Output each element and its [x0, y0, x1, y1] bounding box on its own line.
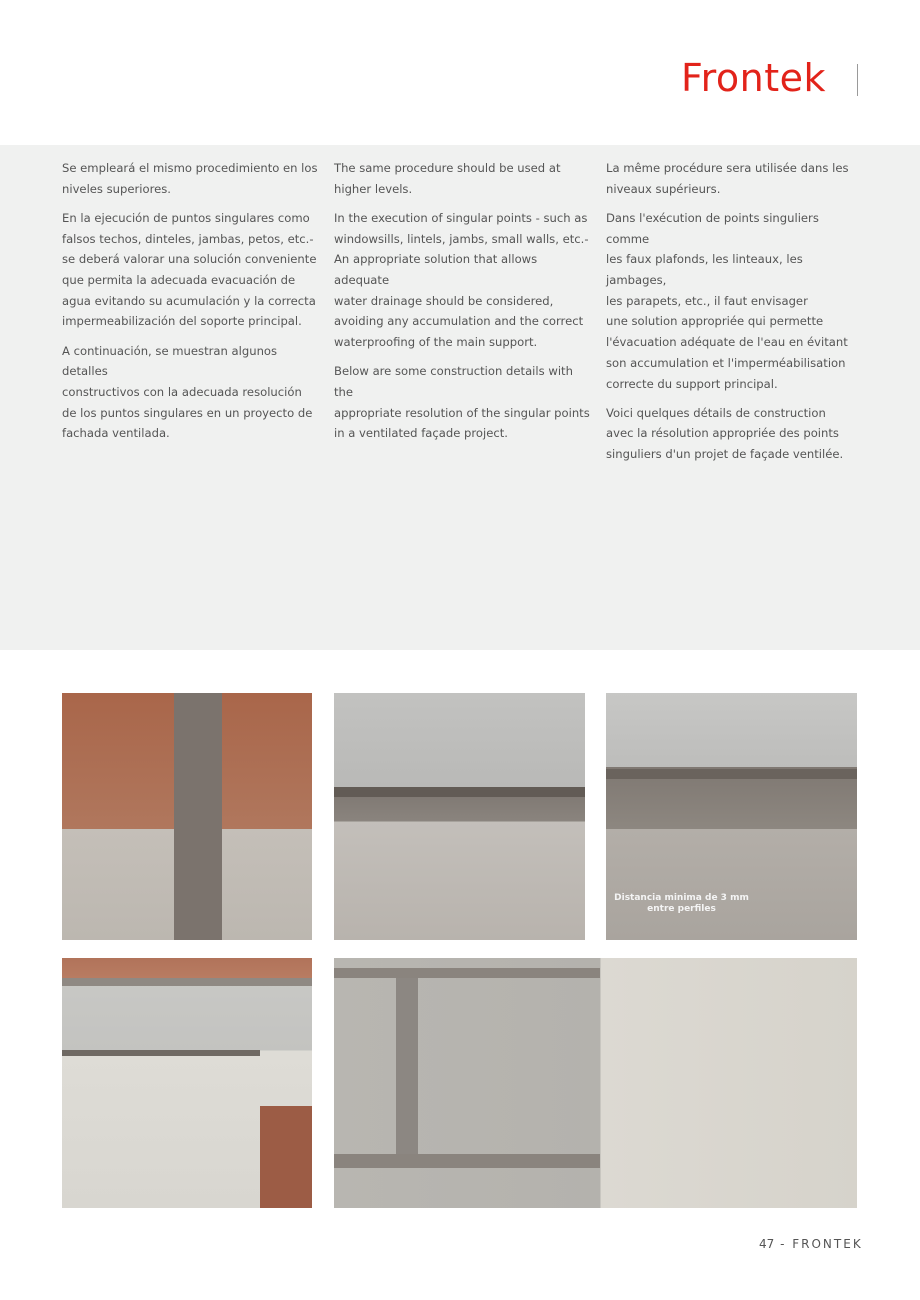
- column-english: [334, 158, 590, 453]
- footer-separator: -: [774, 1237, 793, 1251]
- brand-logo: Frontek: [681, 56, 826, 100]
- logo-divider: [857, 64, 858, 96]
- page-number: 47: [759, 1237, 775, 1251]
- paragraph: The same procedure should be used at higher levels.: [334, 161, 561, 196]
- photo-horizontal-profiles: [334, 693, 585, 940]
- page-footer: [759, 1237, 863, 1251]
- paragraph: Below are some construction details with the appropriate resolution of the singular points in a ventilated façade project.: [334, 364, 590, 441]
- column-french: [606, 158, 862, 473]
- column-spanish: [62, 158, 318, 453]
- photo-caption: Distancia minima de 3 mm entre perfiles: [614, 893, 749, 914]
- paragraph: Se empleará el mismo procedimiento en los niveles superiores.: [62, 161, 318, 196]
- photo-panel-install: [62, 958, 312, 1208]
- paragraph: Dans l'exécution de points singuliers comme les faux plafonds, les linteaux, les jambages, les parapets, etc., il faut envisager une solution appropriée qui permette l'évacuation adéquate de l'eau en évitant son accumulation et l'imperméabilisation correcte du support principal.: [606, 210, 848, 391]
- photo-facade-finish: [334, 958, 857, 1208]
- photo-vertical-profile: [62, 693, 312, 940]
- paragraph: La même procédure sera utilisée dans les niveaux supérieurs.: [606, 161, 849, 196]
- footer-brand: FRONTEK: [792, 1237, 863, 1251]
- paragraph: In the execution of singular points - such as windowsills, lintels, jambs, small walls, etc.- An appropriate solution that allows adequate water drainage should be considered, avoiding any accumulation and the correct waterproofing of the main support.: [334, 210, 589, 350]
- paragraph: En la ejecución de puntos singulares como falsos techos, dinteles, jambas, petos, etc.- se deberá valorar una solución conveniente que permita la adecuada evacuación de agua evitando su acumulación y la correcta impermeabilización del soporte principal.: [62, 210, 317, 329]
- photo-profile-gap: [606, 693, 857, 940]
- paragraph: Voici quelques détails de construction avec la résolution appropriée des points singuliers d'un projet de façade ventilée.: [606, 405, 844, 462]
- paragraph: A continuación, se muestran algunos detalles constructivos con la adecuada resolución de los puntos singulares en un proyecto de fachada ventilada.: [62, 343, 313, 441]
